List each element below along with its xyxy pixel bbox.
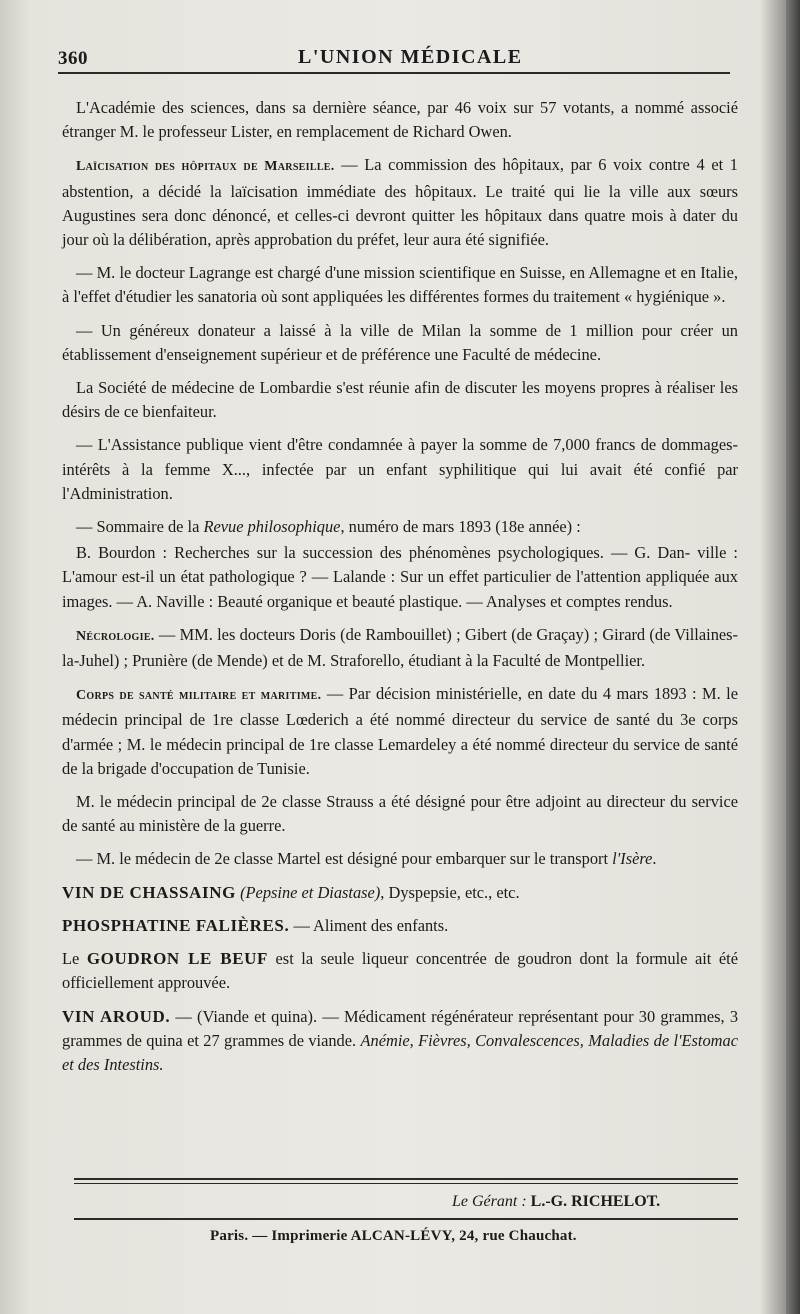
page-number: 360 — [58, 48, 88, 69]
paragraph-lagrange: — M. le docteur Lagrange est chargé d'une mission scientifique en Suisse, en Allemagne et en Italie, à l'effet d'étudier les sanatoria où sont appliquées les différentes formes du traitement « hygiénique ». — [62, 263, 738, 307]
running-title: L'UNION MÉDICALE — [298, 46, 523, 68]
paragraph-strauss: M. le médecin principal de 2e classe Strauss a été désigné pour être adjoint au directeur du service de santé au ministère de la guerre. — [62, 792, 738, 836]
gerant-line — [452, 1193, 732, 1211]
footer-rule-bottom — [74, 1218, 738, 1220]
paragraph-sommaire: — Sommaire de la Revue philosophique, numéro de mars 1893 (18e année) : — [76, 517, 581, 537]
section-lead: Laïcisation des hôpitaux de Marseille. — [76, 159, 335, 175]
paragraph-lombardie: La Société de médecine de Lombardie s'est réunie afin de discuter les moyens propres à réaliser les désirs de ce bienfaiteur. — [62, 378, 738, 422]
section-lead: Corps de santé militaire et maritime. — [76, 688, 322, 704]
paragraph-martel: — M. le médecin de 2e classe Martel est désigné pour embarquer sur le transport l'Isère. — [76, 849, 657, 869]
imprint-line: Paris. — Imprimerie ALCAN-LÉVY, 24, rue Chauchat. — [210, 1228, 577, 1244]
gerant-label: Le Gérant : — [452, 1193, 527, 1210]
ad-vin-chassaing: VIN DE CHASSAING (Pepsine et Diastase), Dyspepsie, etc., etc. — [62, 882, 520, 902]
ad-vin-aroud: VIN AROUD. — (Viande et quina). — Médicament régénérateur représentant pour 30 grammes, 3 grammes de quina et 27 grammes de viande. Anémie, Fièvres, Convalescences, Maladies de l'Estomac et des Intestins. — [62, 1006, 739, 1074]
paragraph-corps-sante: Corps de santé militaire et maritime. — Par décision ministérielle, en date du 4 mars 1893 : M. le médecin principal de 1re classe Lœderich a été nommé directeur du service de santé du 3e corps d'armée ; M. le médecin principal de 1re classe Lemardeley a été nommé directeur du service de santé de la brigade d'occupation de Tunisie. — [62, 684, 738, 778]
section-lead: Nécrologie. — [76, 628, 155, 644]
ad-goudron: Le GOUDRON LE BEUF est la seule liqueur concentrée de goudron dont la formule ait été officiellement approuvée. — [62, 949, 738, 993]
paragraph-necrologie: Nécrologie. — MM. les docteurs Doris (de Rambouillet) ; Gibert (de Graçay) ; Girard (de Villaines-la-Juhel) ; Prunière (de Mende) et de M. Straforello, étudiant à la Faculté de Montpellier. — [62, 624, 738, 671]
book-spine-shadow — [786, 0, 800, 1314]
paragraph-academie: L'Académie des sciences, dans sa dernière séance, par 46 voix sur 57 votants, a nommé associé étranger M. le professeur Lister, en remplacement de Richard Owen. — [62, 98, 738, 142]
gerant-name: L.-G. RICHELOT. — [530, 1193, 661, 1210]
footer-rule-top — [74, 1178, 738, 1180]
paragraph-milan: — Un généreux donateur a laissé à la ville de Milan la somme de 1 million pour créer un établissement d'enseignement supérieur et de préférence une Faculté de médecine. — [62, 320, 738, 364]
paragraph-sommaire-contents: B. Bourdon : Recherches sur la succession des phénomènes psychologiques. — G. Dan- ville : L'amour est-il un état pathologique ? — Lalande : Sur un effet particulier de l'attention appliquée aux images. — A. Naville : Beauté organique et beauté plastique. — Analyses et comptes rendus. — [62, 543, 738, 611]
paragraph-assistance: — L'Assistance publique vient d'être condamnée à payer la somme de 7,000 francs de dommages-intérêts à la femme X..., infectée par un enfant syphilitique qui lui avait été confié par l'Administration. — [62, 435, 738, 503]
ad-phosphatine: PHOSPHATINE FALIÈRES. — Aliment des enfants. — [62, 915, 449, 935]
paragraph-laicisation: Laïcisation des hôpitaux de Marseille. — La commission des hôpitaux, par 6 voix contre 4 et 1 abstention, a décidé la laïcisation immédiate des hôpitaux. Le traité qui lie la ville aux sœurs Augustines sera donc dénoncé, et celles-ci devront quitter les hôpitaux dans quatre mois à dater du jour où la délibération, après approbation du préfet, leur aura été signifiée. — [62, 155, 738, 250]
footer-rule-top-thin — [74, 1183, 738, 1184]
article-body — [62, 96, 738, 1086]
header-rule — [58, 72, 730, 74]
page-header — [58, 44, 728, 74]
